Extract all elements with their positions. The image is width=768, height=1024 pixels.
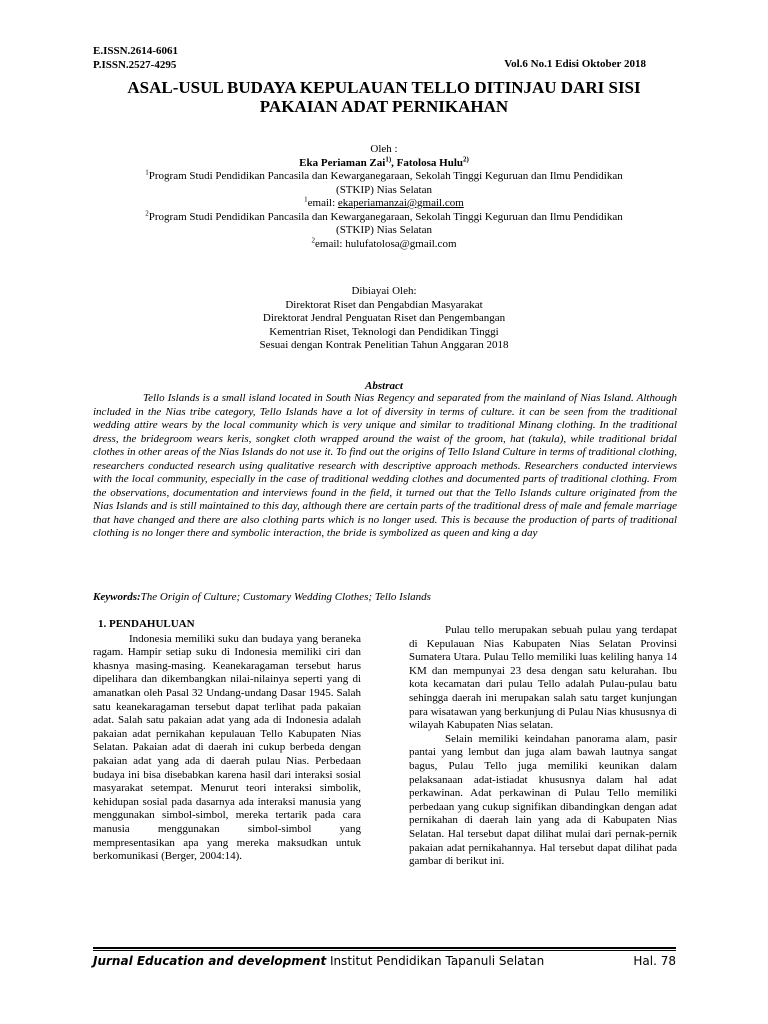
by-label: Oleh : [370,143,398,155]
pissn-label: P.ISSN.2527-4295 [93,59,177,71]
affiliation1-sup: 1 [145,168,149,177]
email1-label: email: [307,197,338,209]
left-column [93,618,361,864]
affiliation1-line2: (STKIP) Nias Selatan [336,183,432,196]
author-block [60,143,708,251]
funding-line3: Kementrian Riset, Teknologi dan Pendidikan Tinggi [269,325,499,338]
keywords-text: The Origin of Culture; Customary Wedding Clothes; Tello Islands [140,591,431,603]
abstract-heading: Abstract [365,380,403,392]
affiliation1-text: Program Studi Pendidikan Pancasila dan Kewarganegaraan, Sekolah Tinggi Keguruan dan Ilmu Pendidikan [148,170,623,182]
footer-institution: Institut Pendidikan Tapanuli Selatan [326,954,545,968]
footer-rule [93,947,676,949]
abstract-body [93,392,677,541]
paper-title-line1: ASAL-USUL BUDAYA KEPULAUAN TELLO DITINJAU DARI SISI [127,78,641,97]
author1-name: Eka Periaman Zai [299,156,386,169]
right-column [409,624,677,869]
keywords-colon: : [137,591,141,603]
left-paragraph: Indonesia memiliki suku dan budaya yang beraneka ragam. Hampir setiap suku di Indonesia memiliki ciri dan khasnya masing-masing. Keanekaragaman tersebut harus dipelihara dan dikembangkan nilai-nilainya seperti yang di amanatkan oleh Pasal 32 Undang-undang Dasar 1945. Salah satu keanekaragaman tersebut dapat terlihat pada pakaian adat. Salah satu pakaian adat yang ada di Indonesia adalah pakaian adat pernikahan kepulauan Tello Kabupaten Nias Selatan. Pakaian adat di daerah ini cukup berbeda dengan pakaian adat yang ada di daerah pulau Nias. Perbedaan budaya ini bisa disebabkan karena hasil dari interaksi sosial masyarakat setempat. Menurut teori interaksi simbolik, kehidupan sosial pada dasarnya ada interaksi manusia yang menggunakan simbol-simbol, mereka tertarik pada cara manusia menggunakan simbol-simbol yang mempresentasikan apa yang mereka maksudkan untuk berkomunikasi (Berger, 2004:14). [93,632,361,863]
paper-title-line2: PAKAIAN ADAT PERNIKAHAN [259,97,509,116]
funding-line4: Sesuai dengan Kontrak Penelitian Tahun Anggaran 2018 [259,339,509,351]
eissn-label: E.ISSN.2614-6061 [93,45,178,57]
author-separator: , [391,156,397,169]
right-paragraph-2: Selain memiliki keindahan panorama alam, pasir pantai yang lembut dan juga alam bawah lautnya sangat bagus, Pulau Tello juga memiliki keunikan dalam pelaksanaan adat-istiadat khususnya dalam hal adat perkawinan. Adat perkawinan di Pulau Tello memiliki perbedaan yang cukup signifikan dibandingkan dengan adat pernikahan di daerah lain yang ada di Kabupaten Nias Selatan. Hal tersebut dapat dilihat mulai dari pernak-pernik pakaian adat pernikahannya. Hal tersebut dapat dilihat pada gambar di berikut ini. [409,732,677,868]
volume-label: Vol.6 No.1 Edisi Oktober 2018 [504,58,646,70]
email2-line [60,235,708,252]
email2-sup: 2 [311,235,315,244]
funding-block [60,285,708,353]
keywords-label: Keywords [93,591,137,603]
section-heading: 1. PENDAHULUAN [98,618,195,630]
author2-name: Fatolosa Hulu [396,156,463,169]
affiliation2-line1 [60,208,708,225]
paper-title [60,78,708,116]
email2-label: email: [315,237,346,250]
affiliation2-sup: 2 [145,208,149,217]
email1-link[interactable]: ekaperiamanzai@gmail.com [337,197,464,209]
footer-page-number: Hal. 78 [633,954,676,968]
footer-rule-thin [93,950,676,951]
author-names [60,154,708,171]
page-footer [93,954,676,968]
email1-sup: 1 [304,195,308,204]
email2-text: hulufatolosa@gmail.com [345,237,457,250]
affiliation2-line2: (STKIP) Nias Selatan [336,224,432,236]
funding-line1: Direktorat Riset dan Pengabdian Masyarakat [285,298,483,311]
abstract-text: Tello Islands is a small island located in South Nias Regency and separated from the mainland of Nias Island. Although included in the Nias tribe category, Tello Islands have a lot of diversity in terms of culture. it can be seen from the traditional wedding attire wears by the local community which is very unique and similar to traditional Minang clothing. In the traditional dress, the bridegroom wears keris, songket cloth wrapped around the waist of the groom, hat (takula), while traditional bridal clothes in other areas of the Nias Islands do not use it. To find out the origins of Tello Island Culture in terms of traditional clothing, researchers conducted research using qualitative research with descriptive approach methods. Researchers conducted interviews with the local community, especially in the case of traditional wedding clothes and documented parts of traditional clothing. From the observations, documentation and interviews found in the field, it turned out that the Tello Islands culture originated from the Nias Islands and is still maintained to this day, although there are certain parts of the traditional dress of male and female marriage that have changed and there are also clothing parts which is no longer used. This is because the production of parts of traditional clothing is no longer there and symbolic interaction, the bride is symbolized as queen and king a day [93,392,677,539]
funding-label: Dibiayai Oleh: [351,285,417,297]
email1-line [60,197,708,211]
right-paragraph-1: Pulau tello merupakan sebuah pulau yang terdapat di Kepulauan Nias Kabupaten Nias Selatan Provinsi Sumatera Utara. Pulau Tello memiliki luas keliling hanya 14 KM dan mempunyai 23 desa dengan satu kelurahan. Ibu kota kecamatan dari pulau Tello adalah Pulau-pulau batu sehingga daerah ini merupakan salah satu target kunjungan para wisatawan yang berkunjung di Pulau Nias khususnya di wilayah Kabupaten Nias selatan. [409,624,677,732]
affiliation1-line1 [60,170,708,184]
footer-journal: Jurnal Education and development [93,954,327,968]
author2-sup: 2) [463,154,469,163]
keywords-line [93,591,431,603]
funding-line2: Direktorat Jendral Penguatan Riset dan Pengembangan [262,312,506,324]
author1-sup: 1) [385,154,392,163]
affiliation2-text: Program Studi Pendidikan Pancasila dan Kewarganegaraan, Sekolah Tinggi Keguruan dan Ilmu Pendidikan [148,210,623,223]
